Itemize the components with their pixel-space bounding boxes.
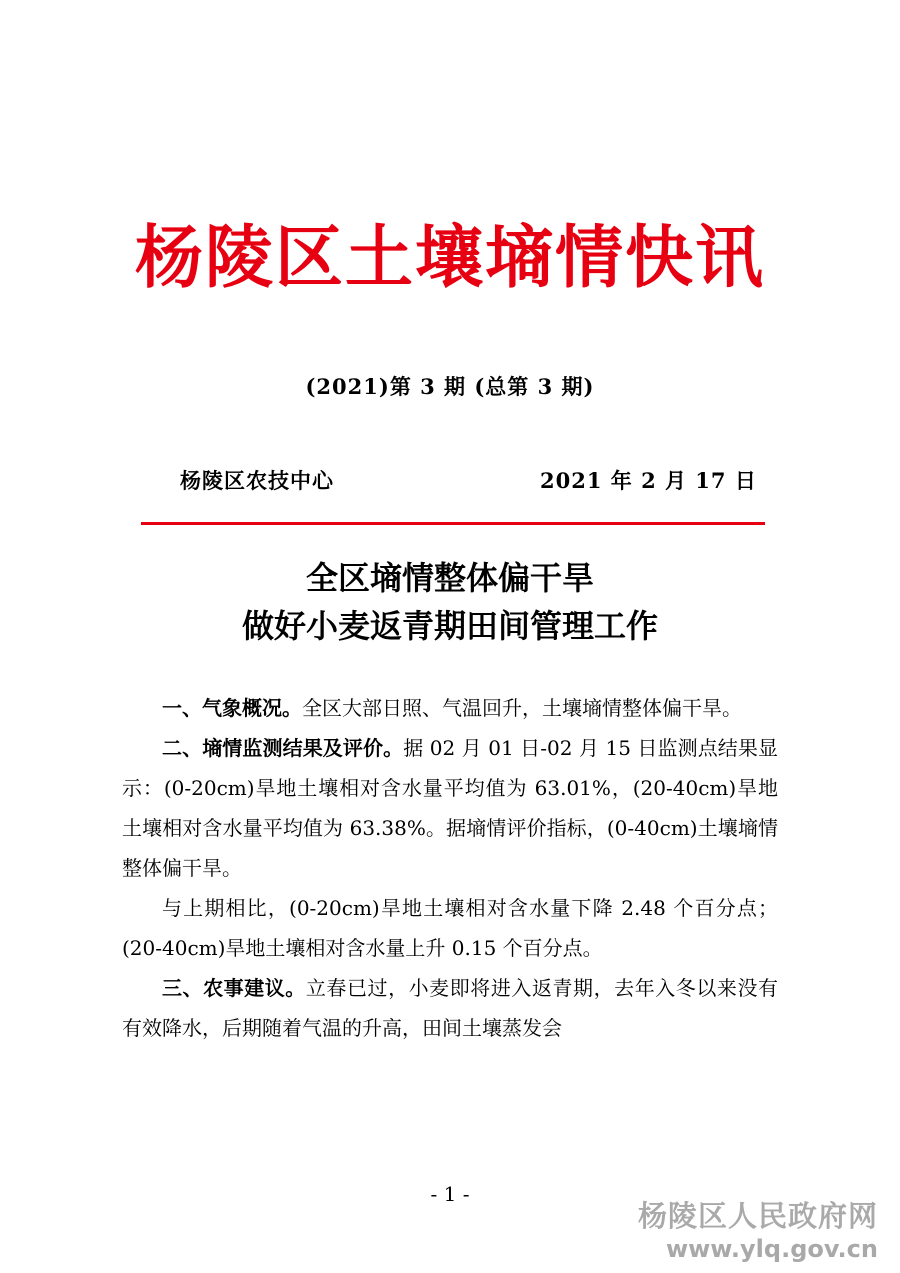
site-watermark bbox=[638, 1198, 878, 1264]
section-heading: 三、农事建议。 bbox=[162, 976, 306, 1000]
issue-number: (2021)第 3 期 (总第 3 期) bbox=[305, 374, 595, 399]
paragraph-advice bbox=[122, 968, 778, 1048]
paragraph-text: 与上期相比，(0-20cm)旱地土壤相对含水量下降 2.48 个百分点；(20-40cm)旱地土壤相对含水量上升 0.15 个百分点。 bbox=[122, 896, 778, 960]
watermark-url: www.ylq.gov.cn bbox=[665, 1235, 878, 1263]
watermark-site-name: 杨陵区人民政府网 bbox=[637, 1199, 878, 1233]
paragraph-text: 全区大部日照、气温回升，土壤墒情整体偏干旱。 bbox=[302, 696, 742, 720]
paragraph-monitoring bbox=[122, 728, 778, 888]
article-body bbox=[122, 688, 778, 1048]
page-number: - 1 - bbox=[430, 1182, 470, 1206]
masthead-title: 杨陵区土壤墒情快讯 bbox=[134, 218, 765, 298]
paragraph-text: 据 02 月 01 日-02 月 15 日监测点结果显示：(0-20cm)旱地土壤相对含水量平均值为 63.01%，(20-40cm)旱地土壤相对含水量平均值为 63.38%。据墒情评价指标，(0-40cm)土壤墒情整体偏干旱。 bbox=[122, 736, 778, 880]
paragraph-weather bbox=[122, 688, 778, 728]
paragraph-text: 立春已过，小麦即将进入返青期，去年入冬以来没有有效降水，后期随着气温的升高，田间土壤蒸发会 bbox=[122, 976, 779, 1040]
headline-line-1: 全区墒情整体偏干旱 bbox=[305, 559, 594, 597]
header-divider bbox=[141, 522, 765, 525]
publisher-name: 杨陵区农技中心 bbox=[180, 468, 334, 493]
paragraph-comparison bbox=[122, 888, 778, 968]
section-heading: 二、墒情监测结果及评价。 bbox=[162, 736, 404, 760]
headline-line-2: 做好小麦返青期田间管理工作 bbox=[241, 607, 658, 645]
section-heading: 一、气象概况。 bbox=[162, 696, 302, 720]
publish-date: 2021 年 2 月 17 日 bbox=[540, 468, 757, 493]
